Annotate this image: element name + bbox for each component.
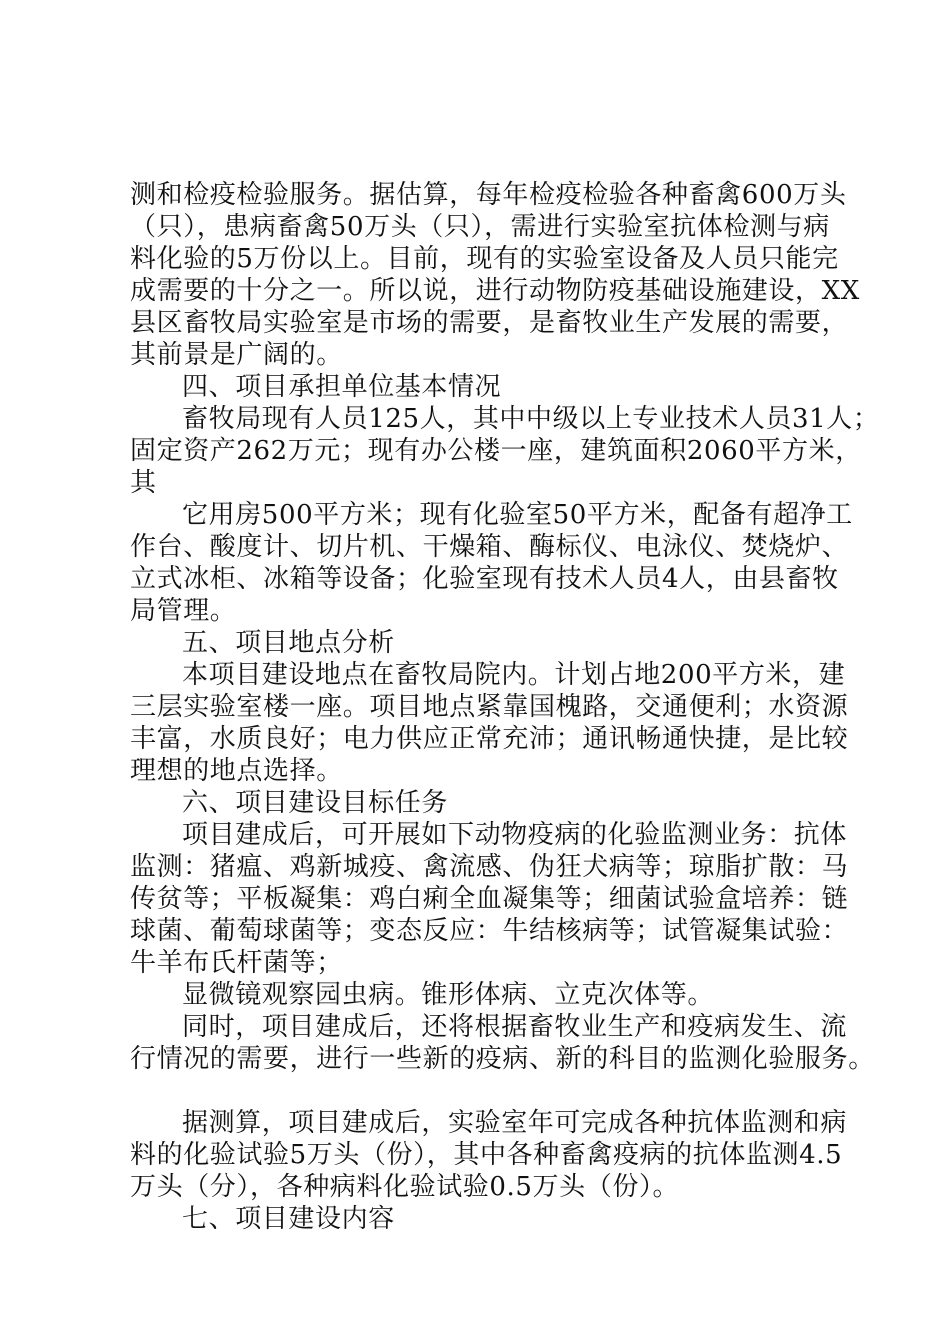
text-line: 项目建成后，可开展如下动物疫病的化验监测业务：抗体 [182,820,848,850]
section-heading: 七、项目建设内容 [182,1204,395,1234]
text-line: （只），患病畜禽50万头（只），需进行实验室抗体检测与病 [130,212,830,242]
text-line: 三层实验室楼一座。项目地点紧靠国槐路，交通便利；水资源 [130,692,849,722]
section-heading: 四、项目承担单位基本情况 [182,372,502,402]
text-line: 其前景是广阔的。 [130,340,343,370]
text-line: 监测：猪瘟、鸡新城疫、禽流感、伪狂犬病等；琼脂扩散：马 [130,852,849,882]
text-line: 作台、酸度计、切片机、干燥箱、酶标仪、电泳仪、焚烧炉、 [130,532,849,562]
text-line: 立式冰柜、冰箱等设备；化验室现有技术人员4人，由县畜牧 [130,564,839,594]
text-line: 它用房500平方米；现有化验室50平方米，配备有超净工 [182,500,853,530]
text-line: 传贫等；平板凝集：鸡白痢全血凝集等；细菌试验盒培养：链 [130,884,849,914]
text-line: 成需要的十分之一。所以说，进行动物防疫基础设施建设，XX [130,276,860,306]
text-line: 其 [130,468,157,498]
text-line: 行情况的需要，进行一些新的疫病、新的科目的监测化验服务。 [130,1044,875,1074]
text-line: 畜牧局现有人员125人，其中中级以上专业技术人员31人； [182,404,880,434]
text-line: 县区畜牧局实验室是市场的需要，是畜牧业生产发展的需要， [130,308,849,338]
text-line: 本项目建设地点在畜牧局院内。计划占地200平方米，建 [182,660,846,690]
text-line: 固定资产262万元；现有办公楼一座，建筑面积2060平方米， [130,436,862,466]
text-line: 理想的地点选择。 [130,756,343,786]
text-line: 牛羊布氏杆菌等； [130,948,343,978]
text-line: 球菌、葡萄球菌等；变态反应：牛结核病等；试管凝集试验： [130,916,849,946]
text-line: 料的化验试验5万头（份），其中各种畜禽疫病的抗体监测4.5 [130,1140,843,1170]
text-line: 显微镜观察园虫病。锥形体病、立克次体等。 [182,980,715,1010]
section-heading: 六、项目建设目标任务 [182,788,449,818]
text-line: 丰富，水质良好；电力供应正常充沛；通讯畅通快捷，是比较 [130,724,849,754]
text-line: 料化验的5万份以上。目前，现有的实验室设备及人员只能完 [130,244,839,274]
text-line: 万头（分），各种病料化验试验0.5万头（份）。 [130,1172,680,1202]
text-line: 测和检疫检验服务。据估算，每年检疫检验各种畜禽600万头 [130,180,847,210]
section-heading: 五、项目地点分析 [182,628,395,658]
text-line: 同时，项目建成后，还将根据畜牧业生产和疫病发生、流 [182,1012,848,1042]
text-line: 局管理。 [130,596,237,626]
text-line: 据测算，项目建成后，实验室年可完成各种抗体监测和病 [182,1108,848,1138]
